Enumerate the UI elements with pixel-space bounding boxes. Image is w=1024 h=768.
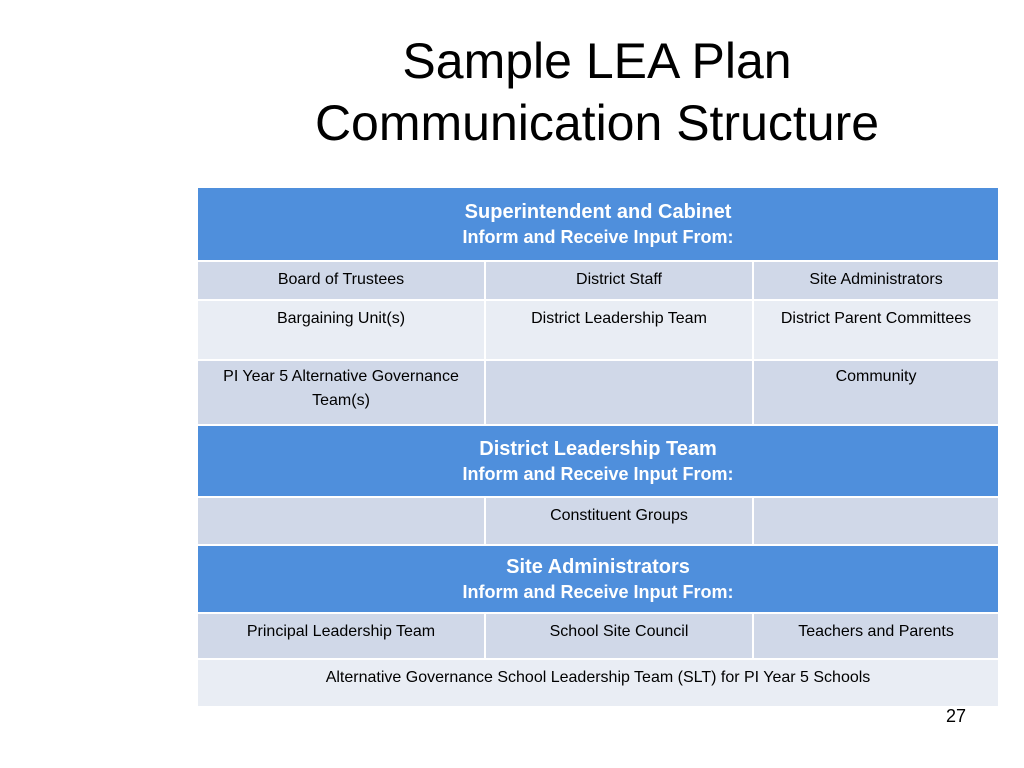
section-heading: Superintendent and Cabinet	[464, 201, 732, 223]
table-cell: Community	[753, 360, 999, 425]
slide-title	[196, 30, 998, 154]
section-heading: Site Administrators	[506, 556, 690, 578]
section-subheading: Inform and Receive Input From:	[462, 227, 734, 247]
table-cell: Bargaining Unit(s)	[197, 300, 485, 360]
table-cell	[485, 360, 753, 425]
table-cell: Board of Trustees	[197, 261, 485, 300]
table-cell: Constituent Groups	[485, 497, 753, 545]
table-row	[197, 261, 999, 300]
table-row	[197, 300, 999, 360]
slide-title-line-1: Sample LEA Plan	[402, 33, 792, 89]
communication-structure-table	[196, 186, 1000, 708]
table-cell: Site Administrators	[753, 261, 999, 300]
table-cell-footer: Alternative Governance School Leadership Team (SLT) for PI Year 5 Schools	[197, 659, 999, 707]
table-cell: Principal Leadership Team	[197, 613, 485, 659]
table-row	[197, 360, 999, 425]
section-header-superintendent	[197, 187, 999, 261]
table-cell: District Staff	[485, 261, 753, 300]
table-cell: District Parent Committees	[753, 300, 999, 360]
table-cell	[753, 497, 999, 545]
section-header-district-leadership	[197, 425, 999, 497]
section-subheading: Inform and Receive Input From:	[462, 464, 734, 484]
table-cell: District Leadership Team	[485, 300, 753, 360]
table-cell: Teachers and Parents	[753, 613, 999, 659]
table-row	[197, 613, 999, 659]
section-header-cell	[197, 187, 999, 261]
slide-title-line-2: Communication Structure	[314, 95, 880, 151]
section-subheading: Inform and Receive Input From:	[462, 582, 734, 602]
table-cell: School Site Council	[485, 613, 753, 659]
section-header-cell	[197, 425, 999, 497]
page-number: 27	[946, 706, 967, 726]
table-row	[197, 497, 999, 545]
table-cell: PI Year 5 Alternative Governance Team(s)	[197, 360, 485, 425]
table-row	[197, 659, 999, 707]
section-header-site-administrators	[197, 545, 999, 613]
table-cell	[197, 497, 485, 545]
section-heading: District Leadership Team	[479, 438, 717, 460]
section-header-cell	[197, 545, 999, 613]
